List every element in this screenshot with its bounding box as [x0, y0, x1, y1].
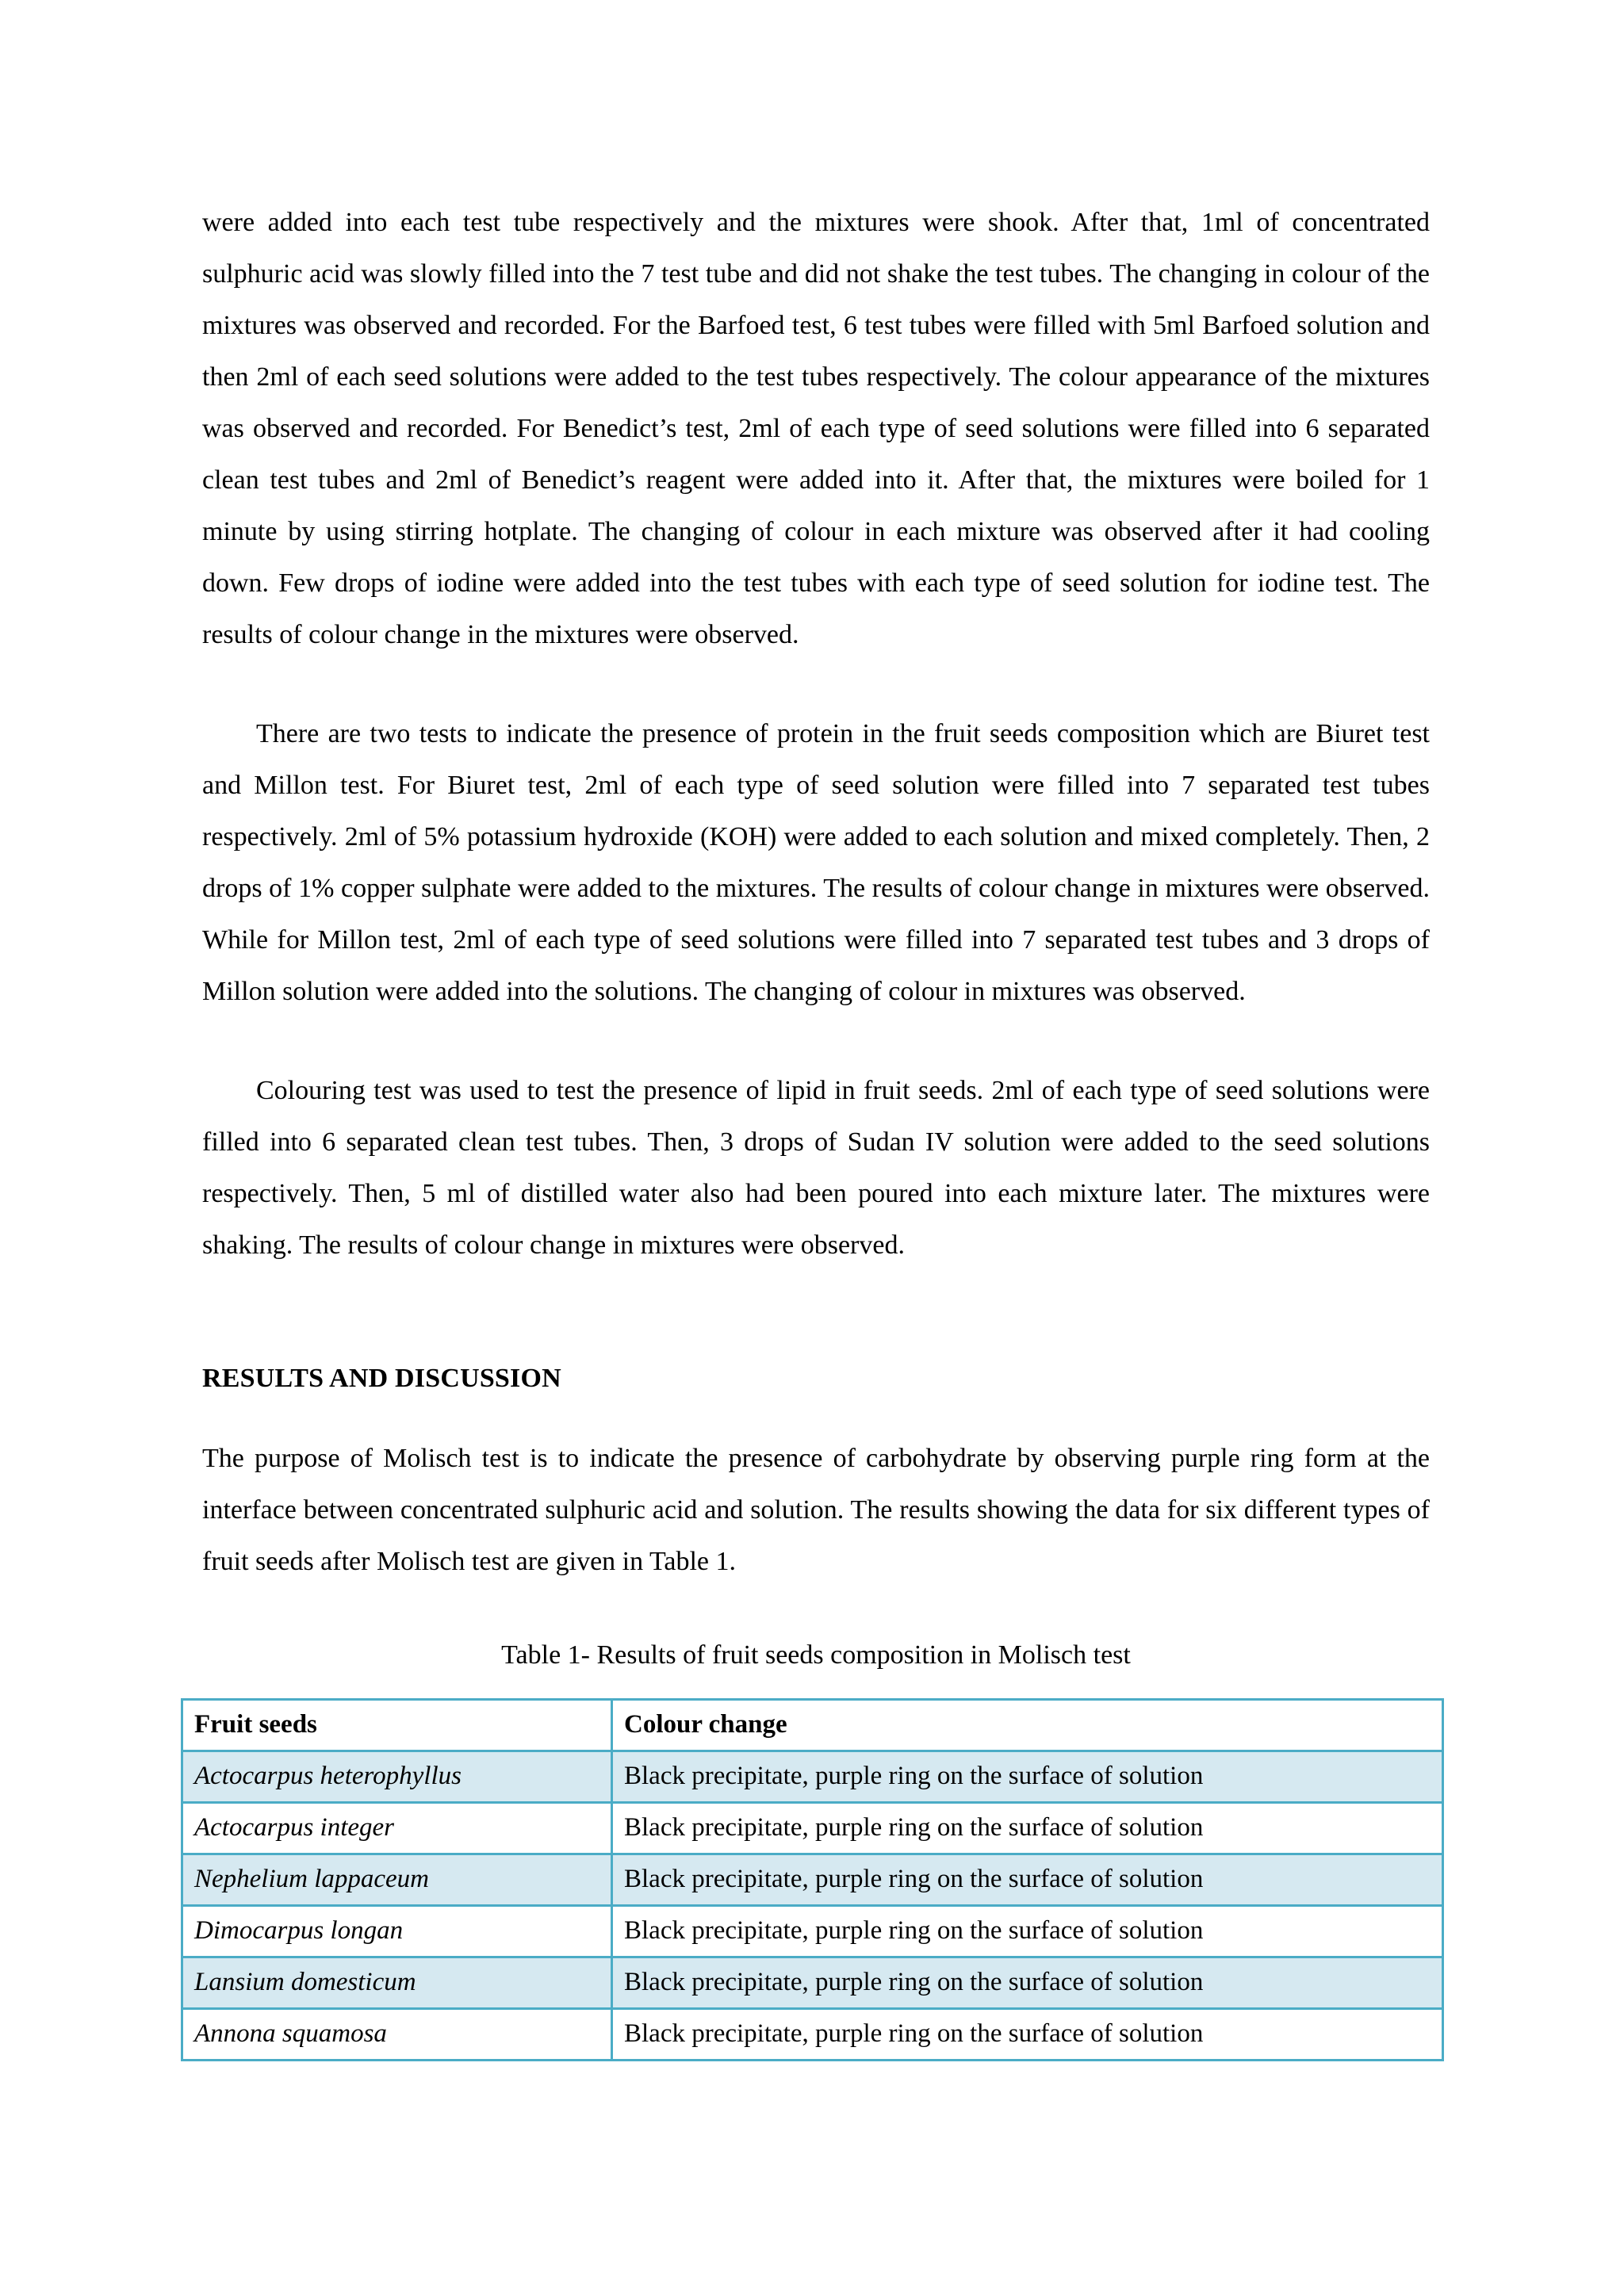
column-header-colour-change: Colour change: [612, 1700, 1443, 1751]
heading-spacer: [202, 1271, 1430, 1360]
cell-colour-change: Black precipitate, purple ring on the surface of solution: [612, 1854, 1443, 1906]
results-table-molisch: [181, 1698, 1444, 2061]
table-caption: Table 1- Results of fruit seeds composition in Molisch test: [501, 1640, 1131, 1670]
cell-fruit-seed: Lansium domesticum: [182, 1957, 612, 2009]
cell-fruit-seed: Actocarpus integer: [182, 1803, 612, 1854]
paragraph-colouring-test: Colouring test was used to test the presence of lipid in fruit seeds. 2ml of each type of seed solutions were filled into 6 separated clean test tubes. Then, 3 drops of Sudan IV solution were added to the seed solutions respectively. Then, 5 ml of distilled water also had been poured into each mixture later. The mixtures were shaking. The results of colour change in mixtures were observed.: [202, 1076, 1430, 1260]
table-row: [182, 1803, 1443, 1854]
cell-fruit-seed: Annona squamosa: [182, 2009, 612, 2061]
column-header-fruit-seeds: Fruit seeds: [182, 1700, 612, 1751]
cell-fruit-seed: Nephelium lappaceum: [182, 1854, 612, 1906]
cell-fruit-seed: Actocarpus heterophyllus: [182, 1751, 612, 1803]
paragraph-spacer: [202, 1017, 1430, 1065]
caption-top-spacer: [202, 1587, 1430, 1635]
paragraph-protein-tests: There are two tests to indicate the presence of protein in the fruit seeds composition which are Biuret test and Millon test. For Biuret test, 2ml of each type of seed solution were filled into 7 separated test tubes respectively. 2ml of 5% potassium hydroxide (KOH) were added to each solution and mixed completely. Then, 2 drops of 1% copper sulphate were added to the mixtures. The results of colour change in mixtures were observed. While for Millon test, 2ml of each type of seed solutions were filled into 7 separated test tubes and 3 drops of Millon solution were added into the solutions. The changing of colour in mixtures was observed.: [202, 719, 1430, 1006]
table-row: [182, 1957, 1443, 2009]
cell-colour-change: Black precipitate, purple ring on the surface of solution: [612, 2009, 1443, 2061]
table-row: [182, 1854, 1443, 1906]
paragraph-molisch-purpose: The purpose of Molisch test is to indicate the presence of carbohydrate by observing purple ring form at the interface between concentrated sulphuric acid and solution. The results showing the data for six different types of fruit seeds after Molisch test are given in Table 1.: [202, 1444, 1430, 1576]
table-head: [182, 1700, 1443, 1751]
paragraph-spacer: [202, 660, 1430, 708]
section-heading-results-and-discussion: RESULTS AND DISCUSSION: [202, 1364, 561, 1393]
table-row: [182, 1906, 1443, 1957]
cell-colour-change: Black precipitate, purple ring on the surface of solution: [612, 1751, 1443, 1803]
cell-colour-change: Black precipitate, purple ring on the surface of solution: [612, 1957, 1443, 2009]
cell-colour-change: Black precipitate, purple ring on the surface of solution: [612, 1803, 1443, 1854]
page-content: [194, 197, 1430, 2061]
table-body: [182, 1751, 1443, 2061]
cell-colour-change: Black precipitate, purple ring on the surface of solution: [612, 1906, 1443, 1957]
table-row: [182, 1751, 1443, 1803]
table-header-row: [182, 1700, 1443, 1751]
heading-bottom-spacer: [202, 1398, 1430, 1433]
table-row: [182, 2009, 1443, 2061]
paragraph-methods-continued: were added into each test tube respectively and the mixtures were shook. After that, 1ml of concentrated sulphuric acid was slowly filled into the 7 test tube and did not shake the test tubes. The changing in colour of the mixtures was observed and recorded. For the Barfoed test, 6 test tubes were filled with 5ml Barfoed solution and then 2ml of each seed solutions were added to the test tubes respectively. The colour appearance of the mixtures was observed and recorded. For Benedict’s test, 2ml of each type of seed solutions were filled into 6 separated clean test tubes and 2ml of Benedict’s reagent were added into it. After that, the mixtures were boiled for 1 minute by using stirring hotplate. The changing of colour in each mixture was observed after it had cooling down. Few drops of iodine were added into the test tubes with each type of seed solution for iodine test. The results of colour change in the mixtures were observed.: [202, 208, 1430, 649]
cell-fruit-seed: Dimocarpus longan: [182, 1906, 612, 1957]
table-top-spacer: [202, 1676, 1430, 1698]
